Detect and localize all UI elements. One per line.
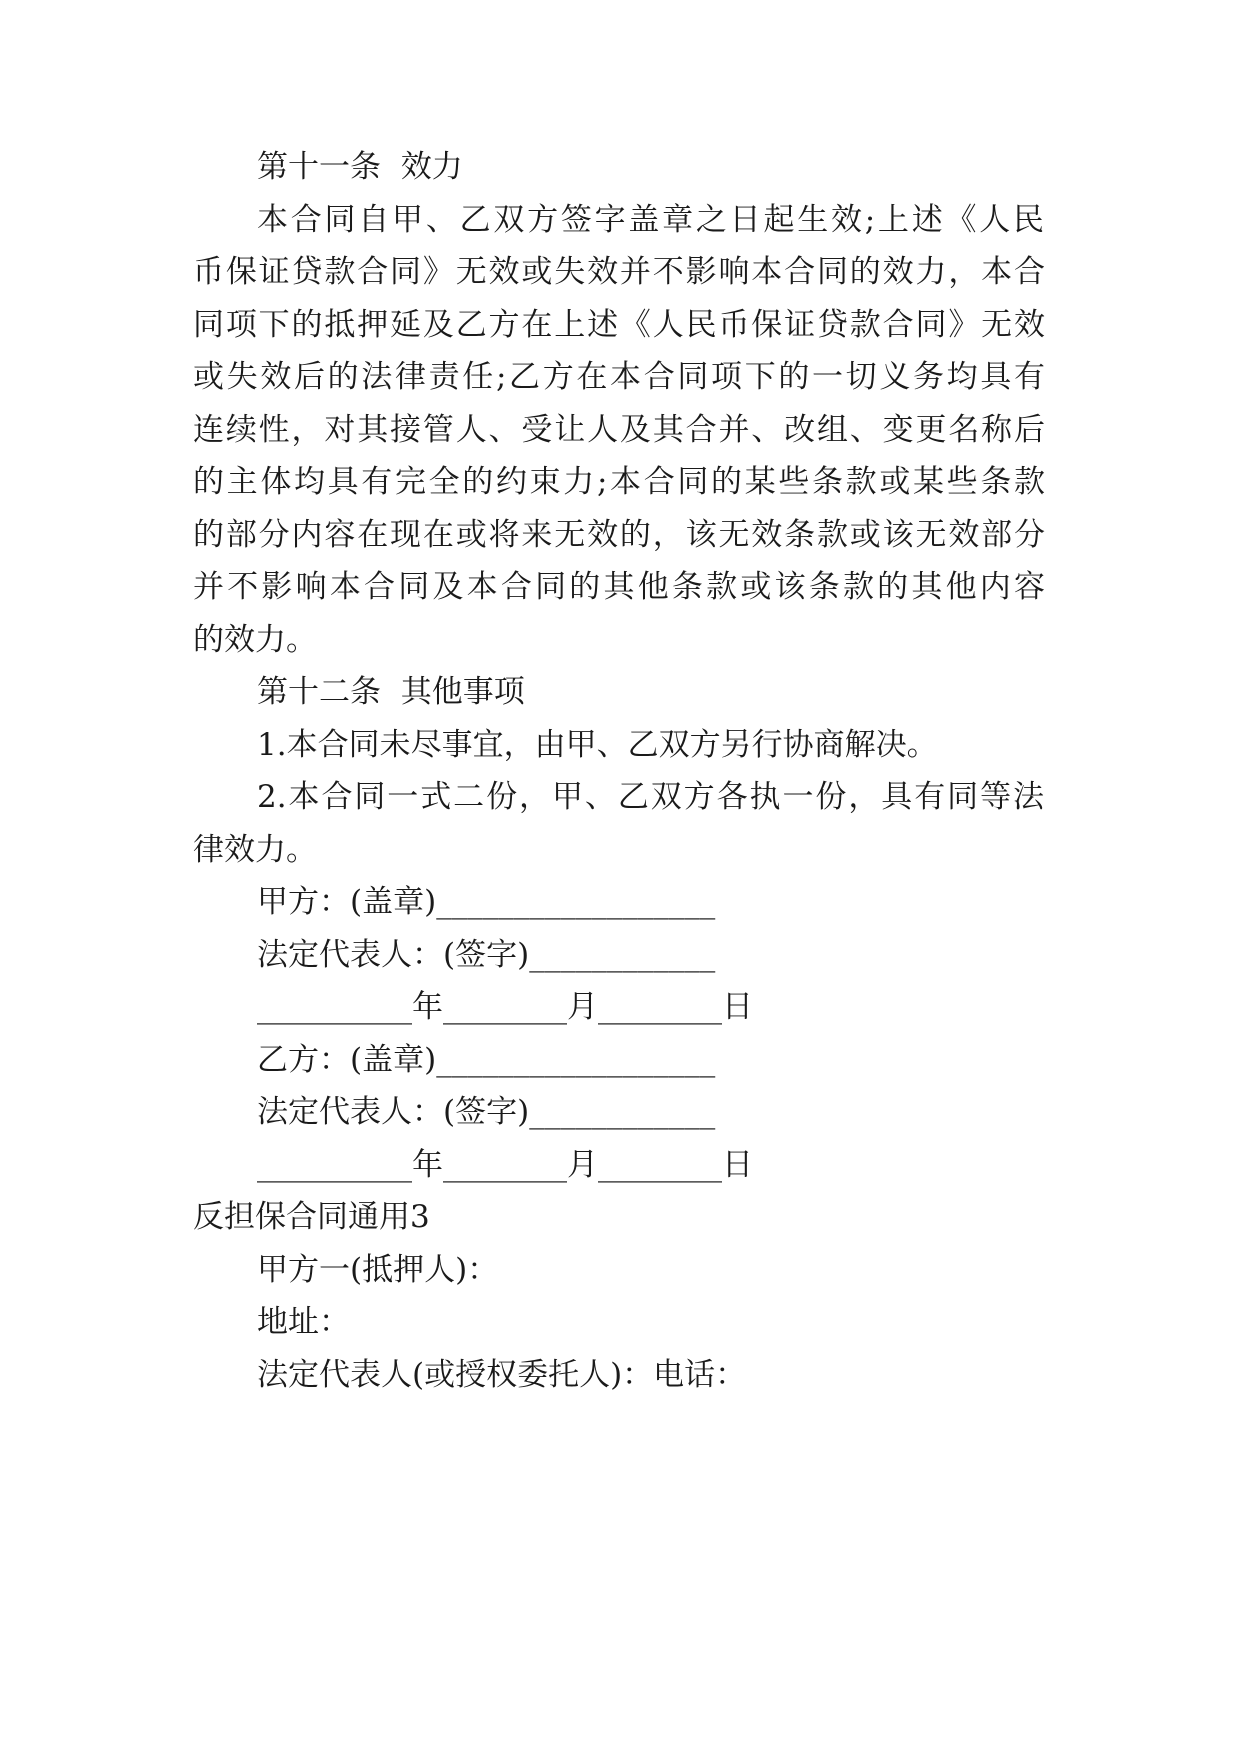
article-12-heading: 第十二条 其他事项 bbox=[257, 674, 525, 710]
article-12-item-2-line-1: 2.本合同一式二份，甲、乙双方各执一份，具有同等法 bbox=[257, 779, 1044, 815]
article-11-line-6: 的主体均具有完全的约束力;本合同的某些条款或某些条款 bbox=[193, 464, 1045, 500]
next-document-title: 反担保合同通用3 bbox=[193, 1199, 430, 1235]
next-document-party-a: 甲方一(抵押人)： bbox=[257, 1252, 499, 1288]
party-b-representative-line: 法定代表人：(签字)____________ bbox=[257, 1094, 716, 1130]
next-document-address: 地址： bbox=[257, 1304, 350, 1340]
article-11-line-7: 的部分内容在现在或将来无效的，该无效条款或该无效部分 bbox=[193, 517, 1045, 553]
party-a-seal-line: 甲方：(盖章)__________________ bbox=[257, 884, 716, 920]
article-11-line-1: 本合同自甲、乙双方签字盖章之日起生效;上述《人民 bbox=[257, 202, 1044, 238]
party-b-seal-line: 乙方：(盖章)__________________ bbox=[257, 1042, 716, 1078]
article-11-line-9: 的效力。 bbox=[193, 622, 317, 658]
article-11-line-3: 同项下的抵押延及乙方在上述《人民币保证贷款合同》无效 bbox=[193, 307, 1045, 343]
article-11-line-5: 连续性，对其接管人、受让人及其合并、改组、变更名称后 bbox=[193, 412, 1045, 448]
article-11-line-8: 并不影响本合同及本合同的其他条款或该条款的其他内容 bbox=[193, 569, 1045, 605]
party-a-representative-line: 法定代表人：(签字)____________ bbox=[257, 937, 716, 973]
party-b-date-line: __________年________月________日 bbox=[257, 1147, 753, 1183]
next-document-representative-phone: 法定代表人(或授权委托人)：电话： bbox=[257, 1357, 747, 1393]
article-11-line-4: 或失效后的法律责任;乙方在本合同项下的一切义务均具有 bbox=[193, 359, 1045, 395]
article-11-line-2: 币保证贷款合同》无效或失效并不影响本合同的效力，本合 bbox=[193, 254, 1045, 290]
article-12-item-1: 1.本合同未尽事宜，由甲、乙双方另行协商解决。 bbox=[257, 727, 938, 763]
article-11-heading: 第十一条 效力 bbox=[257, 149, 463, 185]
article-12-item-2-line-2: 律效力。 bbox=[193, 832, 317, 868]
party-a-date-line: __________年________月________日 bbox=[257, 989, 753, 1025]
